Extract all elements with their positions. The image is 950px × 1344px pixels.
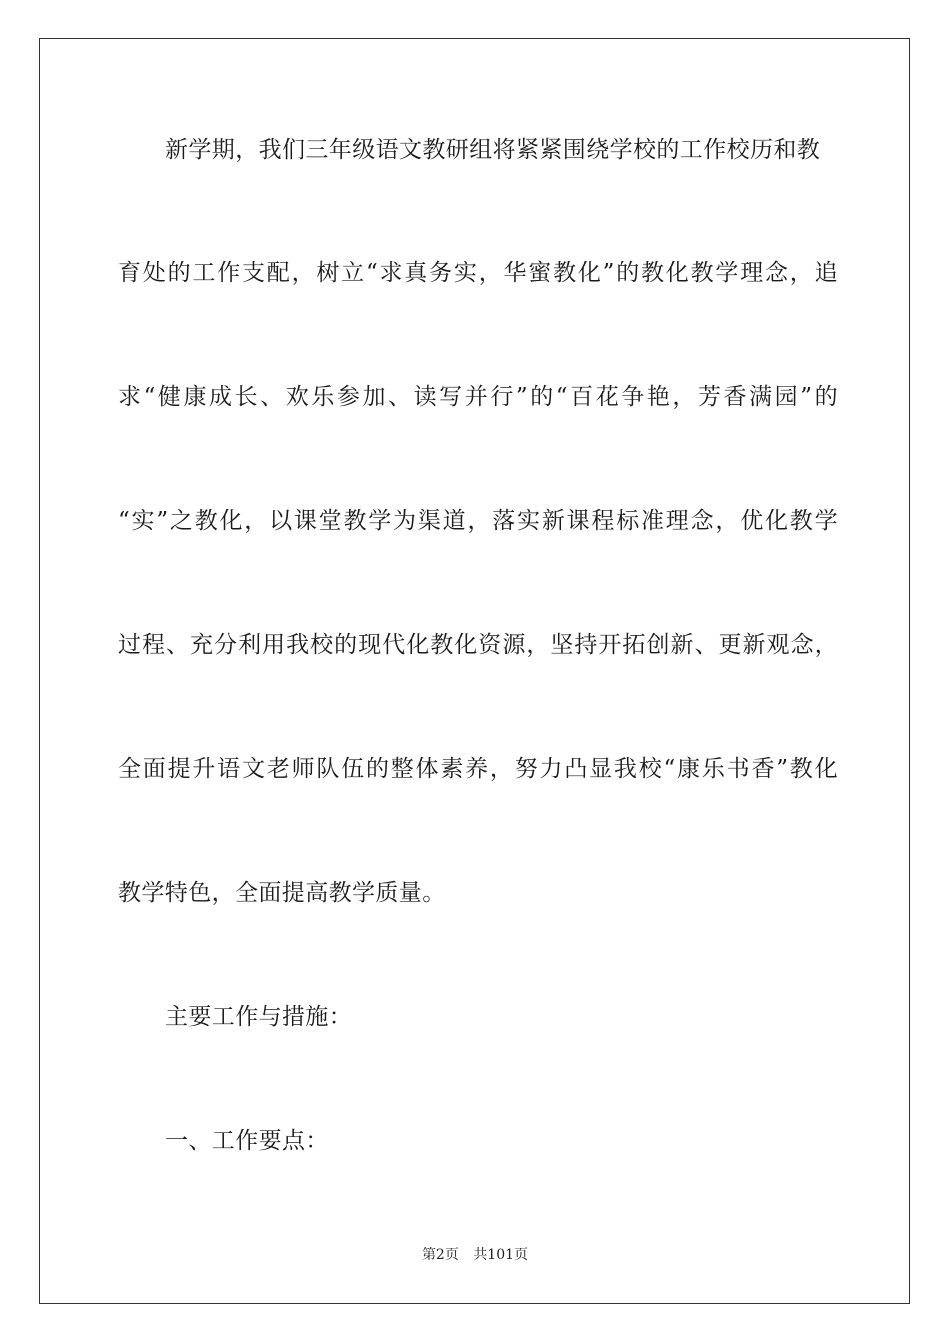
section-heading-main-work: 主要工作与措施： — [165, 1004, 353, 1030]
paragraph-line-3: 求“健康成长、欢乐参加、读写并行”的“百花争艳，芳香满园”的 — [118, 384, 838, 410]
page-border — [39, 38, 910, 1304]
page-total: 共101页 — [473, 1247, 529, 1263]
paragraph-line-2: 育处的工作支配，树立“求真务实，华蜜教化”的教化教学理念，追 — [118, 260, 838, 286]
paragraph-line-1: 新学期，我们三年级语文教研组将紧紧围绕学校的工作校历和教 — [165, 137, 821, 163]
paragraph-line-7: 教学特色，全面提高教学质量。 — [118, 880, 446, 906]
page-footer — [0, 1246, 950, 1264]
section-heading-work-points: 一、工作要点： — [165, 1128, 329, 1154]
paragraph-line-6: 全面提升语文老师队伍的整体素养，努力凸显我校“康乐书香”教化 — [118, 756, 838, 782]
paragraph-line-5: 过程、充分利用我校的现代化教化资源，坚持开拓创新、更新观念， — [118, 632, 838, 658]
paragraph-line-4: “实”之教化，以课堂教学为渠道，落实新课程标准理念，优化教学 — [118, 508, 838, 534]
page-number: 第2页 — [421, 1247, 459, 1263]
